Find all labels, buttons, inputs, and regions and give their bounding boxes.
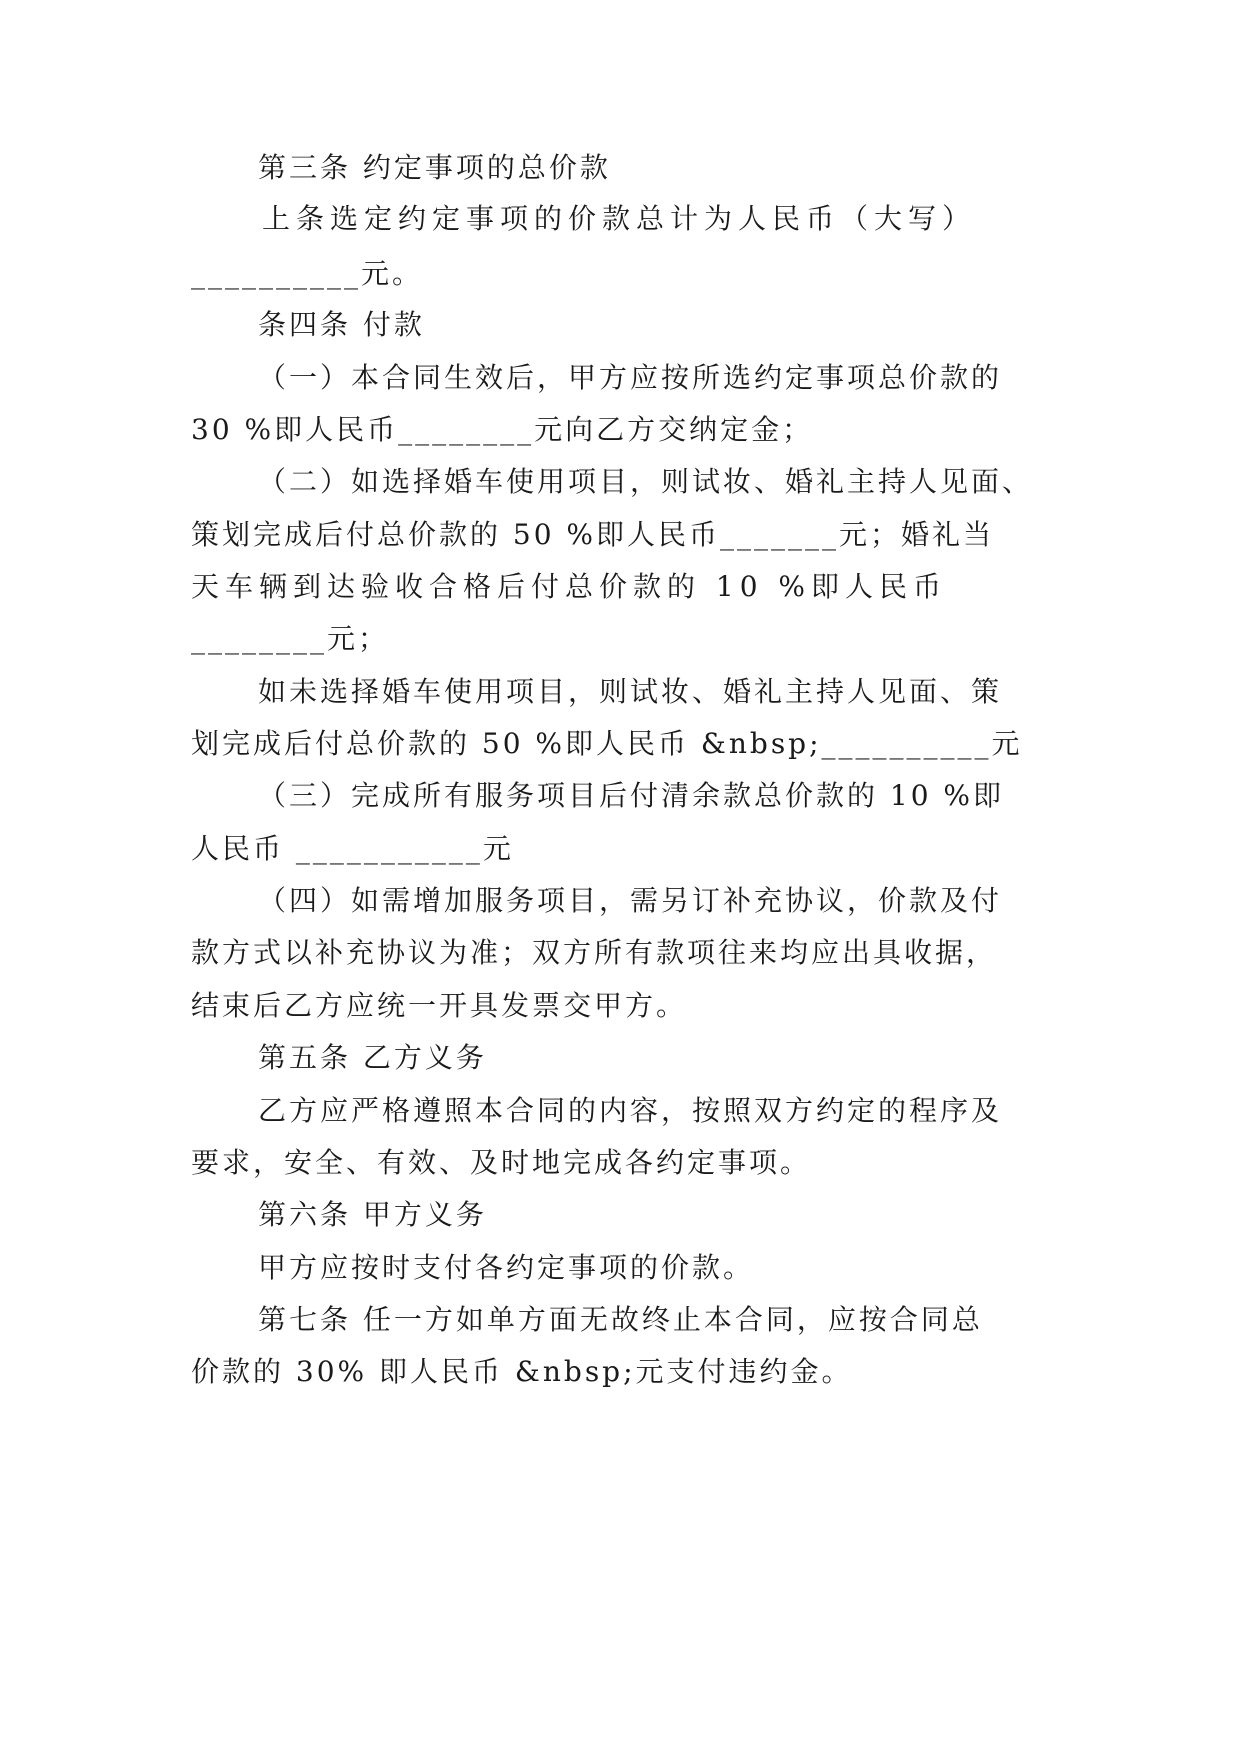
paragraph-line: （四）如需增加服务项目，需另订补充协议，价款及付: [258, 884, 1003, 917]
article-5-heading: 第五条 乙方义务: [258, 1041, 487, 1074]
paragraph-line: 划完成后付总价款的 50 %即人民币 &nbsp;__________元: [191, 727, 1023, 760]
paragraph-line: 结束后乙方应统一开具发票交甲方。: [191, 989, 688, 1022]
article-6-heading: 第六条 甲方义务: [258, 1198, 487, 1231]
paragraph-line: 甲方应按时支付各约定事项的价款。: [258, 1251, 755, 1284]
paragraph-line: 要求，安全、有效、及时地完成各约定事项。: [191, 1146, 812, 1179]
paragraph-line: （二）如选择婚车使用项目，则试妆、婚礼主持人见面、: [258, 465, 1034, 498]
paragraph-line: __________元。: [191, 257, 424, 290]
paragraph-line: 人民币 ___________元: [191, 832, 514, 865]
paragraph-line: 价款的 30% 即人民币 &nbsp;元支付违约金。: [191, 1355, 853, 1388]
paragraph-line: 如未选择婚车使用项目，则试妆、婚礼主持人见面、策: [258, 675, 1003, 708]
article-4-heading: 条四条 付款: [258, 308, 425, 341]
paragraph-line: 上条选定约定事项的价款总计为人民币（大写）: [262, 202, 977, 235]
paragraph-line: 款方式以补充协议为准；双方所有款项往来均应出具收据，: [191, 936, 998, 969]
article-7-line: 第七条 任一方如单方面无故终止本合同，应按合同总: [258, 1303, 983, 1336]
article-3-heading: 第三条 约定事项的总价款: [258, 151, 611, 184]
paragraph-line: ________元；: [191, 622, 390, 655]
paragraph-line: 天车辆到达验收合格后付总价款的 10 %即人民币: [191, 570, 948, 603]
paragraph-line: （一）本合同生效后，甲方应按所选约定事项总价款的: [258, 361, 1003, 394]
paragraph-line: 30 %即人民币________元向乙方交纳定金；: [191, 413, 814, 446]
paragraph-line: 乙方应严格遵照本合同的内容，按照双方约定的程序及: [258, 1094, 1003, 1127]
paragraph-line: （三）完成所有服务项目后付清余款总价款的 10 %即: [258, 779, 1005, 812]
paragraph-line: 策划完成后付总价款的 50 %即人民币_______元；婚礼当: [191, 518, 995, 551]
